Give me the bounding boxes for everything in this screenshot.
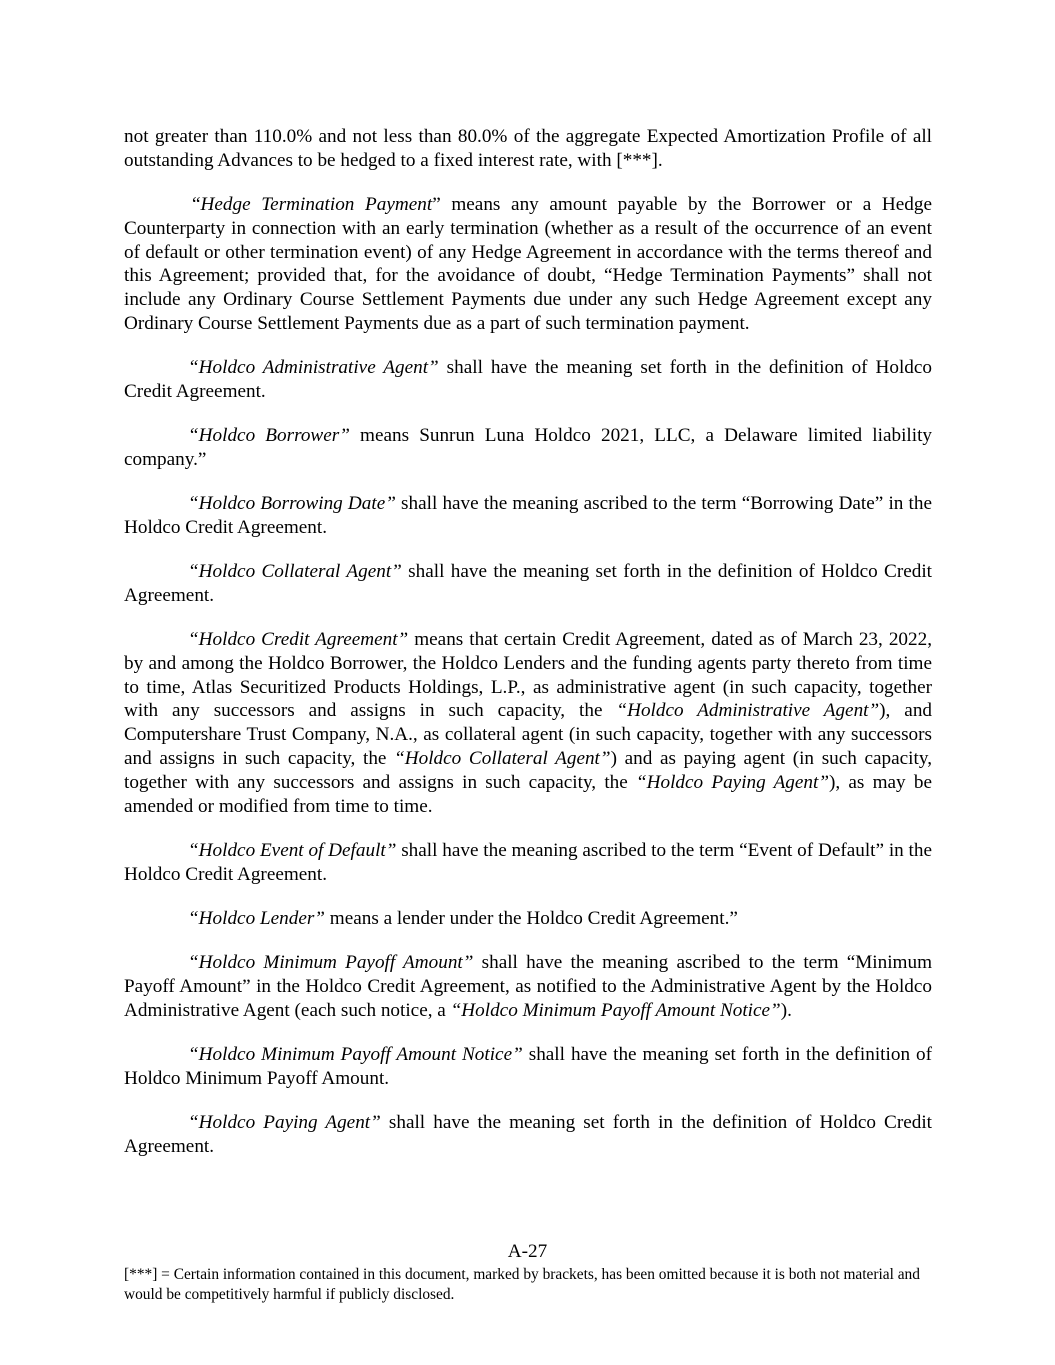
definition-text: shall have the meaning ascribed to the term “Borrowing Date” in the Holdco Credit Agreement. bbox=[124, 493, 932, 538]
definition-holdco-administrative-agent bbox=[124, 356, 932, 404]
defined-term: “Holdco Borrowing Date” bbox=[188, 493, 396, 515]
definition-text: shall have the meaning set forth in the definition of Holdco Credit Agreement. bbox=[124, 357, 932, 402]
term-reference: “Holdco Minimum Payoff Amount Notice” bbox=[450, 999, 781, 1021]
definition-text: ) and as paying agent (in such capacity, together with any successors and assigns in such capacity, the bbox=[124, 748, 932, 793]
definition-hedge-termination-payment bbox=[124, 193, 932, 336]
defined-term: “Holdco Administrative Agent” bbox=[188, 357, 439, 379]
definition-holdco-event-of-default bbox=[124, 839, 932, 887]
defined-term: “Holdco Credit Agreement” bbox=[188, 629, 409, 651]
confidentiality-footnote: [***] = Certain information contained in this document, marked by brackets, has been omitted because it is both not material and would be competitively harmful if publicly disclosed. bbox=[124, 1266, 920, 1303]
term-reference: “Holdco Paying Agent” bbox=[635, 771, 830, 793]
definition-holdco-paying-agent bbox=[124, 1111, 932, 1159]
open-quote: “ bbox=[192, 193, 201, 215]
defined-term: “Holdco Borrower” bbox=[188, 425, 350, 447]
definition-text: shall have the meaning set forth in the definition of Holdco Minimum Payoff Amount. bbox=[124, 1043, 932, 1089]
definition-text: ). bbox=[780, 999, 792, 1021]
definition-text: shall have the meaning set forth in the definition of Holdco Credit Agreement. bbox=[124, 561, 932, 606]
defined-term: “Holdco Paying Agent” bbox=[188, 1111, 381, 1133]
defined-term: “Holdco Lender” bbox=[188, 907, 325, 929]
definition-text: means Sunrun Luna Holdco 2021, LLC, a Delaware limited liability company.” bbox=[124, 425, 932, 470]
defined-term: “Holdco Minimum Payoff Amount Notice” bbox=[188, 1043, 523, 1065]
term-reference: “Holdco Administrative Agent” bbox=[616, 700, 880, 722]
term-reference: “Holdco Collateral Agent” bbox=[394, 748, 611, 770]
paragraph-continuation bbox=[124, 125, 932, 173]
paragraph-text: not greater than 110.0% and not less than 80.0% of the aggregate Expected Amortization Profile of all outstanding Advances to be hedged to a fixed interest rate, with [***]. bbox=[124, 126, 932, 171]
defined-term: “Holdco Collateral Agent” bbox=[188, 561, 402, 583]
definition-text: shall have the meaning ascribed to the term “Event of Default” in the Holdco Credit Agreement. bbox=[124, 839, 932, 885]
definition-text: ), as may be amended or modified from time to time. bbox=[124, 771, 932, 817]
definition-text: ” means any amount payable by the Borrower or a Hedge Counterparty in connection with an early termination (whether as a result of the occurrence of an event of default or other termination event) of any Hedge Agreement in accordance with the terms thereof and this Agreement; provided that, for the avoidance of doubt, “Hedge Termination Payments” shall not include any Ordinary Course Settlement Payments due under any such Hedge Agreement except any Ordinary Course Settlement Payments due as a part of such termination payment. bbox=[124, 193, 932, 334]
definition-holdco-credit-agreement bbox=[124, 628, 932, 818]
definition-holdco-borrowing-date bbox=[124, 492, 932, 540]
definition-text: means a lender under the Holdco Credit Agreement.” bbox=[324, 907, 738, 929]
definition-holdco-minimum-payoff-amount bbox=[124, 951, 932, 1022]
document-body bbox=[124, 125, 932, 1179]
definition-text: means that certain Credit Agreement, dated as of March 23, 2022, by and among the Holdco Borrower, the Holdco Lenders and the funding agents party thereto from time to time, Atlas Securitized Products Holdings, L.P., as administrative agent (in such capacity, together with any successors and assigns in such capacity, the bbox=[124, 629, 932, 722]
defined-term: “Holdco Event of Default” bbox=[188, 839, 397, 861]
definition-holdco-borrower bbox=[124, 424, 932, 472]
definition-text: ), and Computershare Trust Company, N.A., as collateral agent (in such capacity, together with any successors and assigns in such capacity, the bbox=[124, 700, 933, 770]
defined-term: Hedge Termination Payment bbox=[200, 193, 433, 215]
defined-term: “Holdco Minimum Payoff Amount” bbox=[188, 952, 474, 974]
page-number: A-27 bbox=[507, 1241, 548, 1262]
definition-holdco-minimum-payoff-amount-notice bbox=[124, 1043, 932, 1091]
definition-text: shall have the meaning set forth in the definition of Holdco Credit Agreement. bbox=[124, 1111, 932, 1157]
definition-holdco-collateral-agent bbox=[124, 560, 932, 608]
definition-holdco-lender bbox=[124, 907, 932, 931]
definition-text: shall have the meaning ascribed to the term “Minimum Payoff Amount” in the Holdco Credit Agreement, as notified to the Administrative Agent by the Holdco Administrative Agent (each such notice, a bbox=[124, 952, 932, 1021]
